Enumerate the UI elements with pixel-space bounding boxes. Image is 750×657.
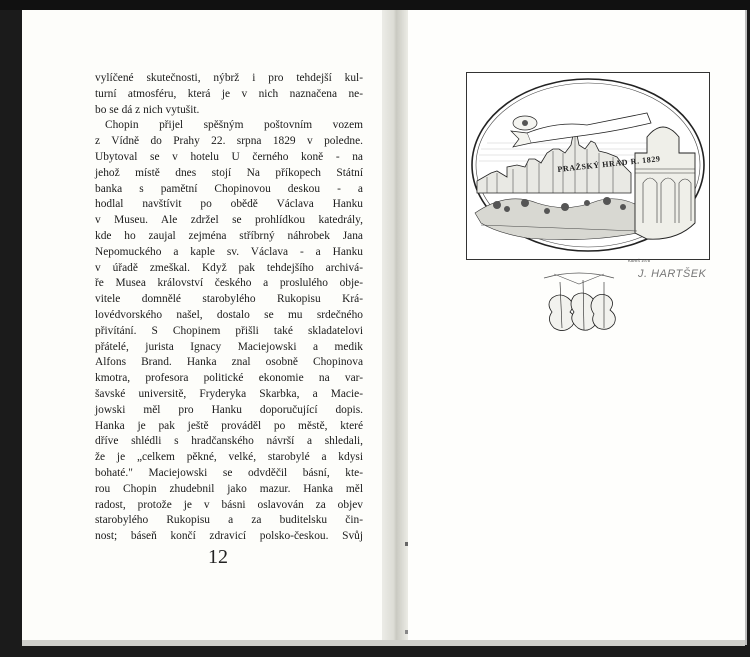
text-line: turní atmosféru, která je v nich naznačena ne-: [95, 87, 363, 100]
text-line: z Vídně do Prahy 22. srpna 1829 v poledne.: [95, 135, 363, 148]
text-line: v Museu. Ale zdržel se prohlídkou katedrály,: [95, 214, 363, 227]
text-line: nost; báseň končí zdravicí polsko-českou. Svůj: [95, 530, 363, 543]
text-line: ře Musea království českého a proslulého obje-: [95, 277, 363, 290]
text-line: hodlal navštívit po obědě Václava Hanku: [95, 198, 363, 211]
text-line: přátelé, jurista Ignacy Maciejowski a medik: [95, 340, 363, 353]
book-spread: [22, 10, 747, 645]
text-line: vylíčené skutečnosti, nýbrž i pro tehdejší kul-: [95, 72, 363, 84]
text-line: Chopin přijel spěšným poštovním vozem: [105, 119, 363, 132]
right-page: [408, 10, 745, 645]
text-line: lovédvorského našel, dostalo se mu srdečného: [95, 308, 363, 321]
book-top-edge: [0, 0, 750, 10]
left-page: [22, 10, 382, 645]
text-line: přivítání. S Chopinem přišli také skladatelovi: [95, 324, 363, 337]
text-line: jowski měl pro Hanku doporučující dopis.: [95, 403, 363, 416]
text-line: Hanka je pak ještě prováděl po městě, které: [95, 419, 363, 432]
violins-vignette: [534, 268, 624, 338]
body-text: [95, 71, 363, 545]
text-line: šavské universitě, Fryderyka Skarbka, a Macie-: [95, 387, 363, 400]
text-line: kmotra, profesora politické ekonomie na var-: [95, 372, 363, 385]
text-line: rou Chopin zhudebnil jako mazur. Hanka měl: [95, 482, 363, 495]
text-line: Nepomuckého a kaple sv. Václava - a Hanku: [95, 245, 363, 258]
text-line: že je „celkem pěkné, velké, starobylé a kdysi: [95, 451, 363, 464]
page-mark: [405, 630, 408, 634]
text-line: radost, protože je v básni oslavován za objev: [95, 498, 363, 511]
text-line: v úřadě zmeškal. Když pak tehdejšího archivá-: [95, 261, 363, 274]
engraving-plate: [466, 72, 710, 260]
page-number: 12: [208, 546, 228, 568]
text-line: Ubytoval se v hotelu U černého koně - na: [95, 150, 363, 163]
page-bottom-edge: [22, 640, 745, 646]
illustration-banner-text: PRAŽSKÝ HRAD R. 1829: [557, 154, 661, 174]
text-line: kde ho zaujal zejména stříbrný náhrobek Jana: [95, 229, 363, 242]
text-line: dříve shlédli s hradčanského návrší a shledali,: [95, 435, 363, 448]
text-line: banka s pamětní Chopinovou deskou - a: [95, 182, 363, 195]
text-line: bohaté." Maciejowski se odvděčil básní, kte-: [95, 466, 363, 479]
page-mark: [405, 542, 408, 546]
artist-signature: J. HARTŠEK: [638, 268, 707, 280]
text-line: vitele domnělé starobylého Rukopisu Krá-: [95, 293, 363, 306]
text-line: bo se dá z nich vytušit.: [95, 103, 200, 116]
text-line: Alfons Brand. Hanka znal osobně Chopinova: [95, 356, 363, 369]
plate-credit: KARIŠ 1978: [628, 258, 651, 263]
text-line: starobylého Rukopisu a za buditelsku čin-: [95, 514, 363, 527]
text-line: jehož místě dnes stojí Na příkopech Státní: [95, 166, 363, 179]
book-gutter: [382, 10, 408, 645]
